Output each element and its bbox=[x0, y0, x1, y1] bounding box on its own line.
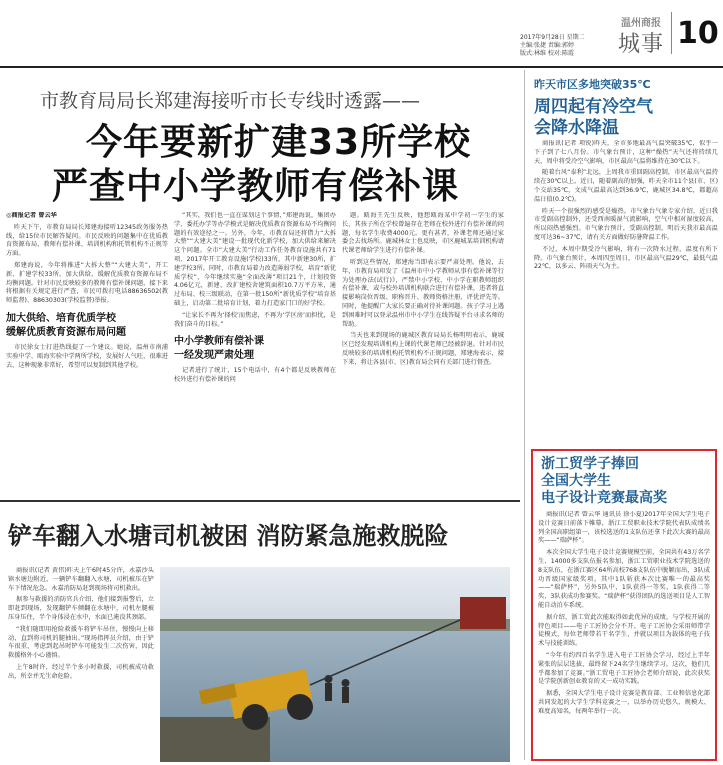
award-highlight-box bbox=[531, 449, 717, 761]
award-paragraph: 据介绍，浙工贸此次能取得如此优异的成绩，与学校开展的特色项目——电子工匠协会分不开。电子工匠协会采用师带学徒模式，每位老师带若干名学生，并就以项目为载体的电子技术与技能训练。 bbox=[538, 613, 710, 648]
lead-kicker: 市教育局局长郑建海接听市长专线时透露—— bbox=[40, 90, 421, 112]
award-column bbox=[538, 511, 710, 761]
rescue-photo bbox=[160, 567, 510, 762]
lead-paragraph: 昨天下午，市教育局局长郑建海接听12345政务服务热线，给15位市民解答疑问。市民反映的问题集中在优质教育资源布局、教师有偿补课、培训机构和托管机构不正规等方面。 bbox=[6, 223, 168, 258]
lead-paragraph: 题。瓯海王先生反映，他想瓯海某中学初一学生的家长，其孩子所在学校曾遍存在老师在校外进行有偿补课的问题，每名学生收费4000元。更有甚者，补课老师还通过家委会去找场所。鹿城林女士也反映，市区鹿城某培训机构请代课老师给学生进行有偿补课。 bbox=[342, 212, 504, 255]
rescue-headline: 铲车翻入水塘司机被困 消防紧急施救脱险 bbox=[8, 522, 449, 550]
rescue-paragraph: 据参与救援的消防官兵介绍，他们接到报警后，立即赶到现场，发现翻铲车倾翻在水塘中，司机左腿被压身压住，半个身体浸在水中，水面已淹没其颈部。 bbox=[8, 596, 154, 621]
award-paragraph: 商报讯(记者 曾云华 通讯员 徐小夏)2017年全国大学生电子设计竞赛日前落下帷幕，浙江工贸职业技术学院代表队成绩名列全国高职组第一，该校选送的1支队伍还拿下此次大赛的最高奖——“瑞萨杯”。 bbox=[538, 511, 710, 545]
crane-truck bbox=[460, 597, 506, 629]
lead-paragraph: “让家长不再为‘择校’而焦虑，不再为‘学区房’而担忧，是我们奋斗的目标。” bbox=[174, 311, 336, 328]
lead-paragraph: 当天也来到现场的鹿城区教育局局长杨明明表示，鹿城区已经发现培训机构上课的代课老师已经被辞退。针对市民反映较多的培训机构托管机构不正规问题，郑建海表示，接下来，将让各县(市、区)教育局会同有关部门进行督查。 bbox=[342, 332, 504, 366]
weather-paragraph: 不过，本周中期受冷气影响，将有一次降水过程，温度有所下降。市气象台预计，本周四至周日，市区最高气温29℃，最低气温22℃，以多云、阵雨天气为主。 bbox=[534, 245, 718, 271]
lead-paragraph: 记者进行了统计，15个电话中，有4个都是反映教师在校外进行有偿补课的问 bbox=[174, 367, 336, 384]
lead-subhead-1a: 加大供给、培育优质学校 bbox=[6, 312, 116, 324]
weather-kicker: 昨天市区多地突破35℃ bbox=[534, 78, 651, 91]
column-divider bbox=[524, 70, 525, 760]
rescue-paragraph: 商报讯(记者 黄伟)昨天上午6时45分许，永嘉沙头镇水塘边附近，一辆铲车翻翻入水塘，司机被压在铲车下情况危急。永嘉消防局赶到现场将司机救出。 bbox=[8, 567, 154, 592]
paper-name: 温州商报 bbox=[621, 18, 661, 29]
lead-subhead-2b: 一经发现严肃处理 bbox=[174, 350, 254, 362]
section-name: 城事 bbox=[618, 32, 665, 57]
date-line: 2017年9月28日 星期二 bbox=[520, 34, 585, 41]
rescue-column bbox=[8, 567, 154, 762]
award-headline-1: 浙工贸学子捧回 bbox=[541, 456, 639, 472]
weather-paragraph: 随着台风“泰利”北远，上周我市重回副高控制，市区最高气温持续在30℃以上。近日，随着副高的加强，昨天全市11个县(市、区)个交站35℃，文成气温最高达到36.9℃，鹿城区34.8℃，都超高温日值(0.2℃)。 bbox=[534, 169, 718, 203]
masthead bbox=[515, 0, 723, 68]
weather-headline-2: 会降水降温 bbox=[534, 118, 619, 138]
lead-column-1 bbox=[6, 212, 168, 462]
lead-paragraph: 郑建海说，今年将推进“大拆大整”“大建大美”，开工新、扩建学校33所，加大供给，缓解优质教育资源布局不均衡问题。针对市民反映较多的教师有偿补课问题，接下来将根据有关规定进行严查，市民可拨打电话88636502(教师监督)、88630303(学校监督)举报。 bbox=[6, 261, 168, 305]
lead-subhead-1b: 缓解优质教育资源布局问题 bbox=[6, 326, 126, 338]
award-paragraph: “今年有约四百名学生进入电子工匠协会学习，经过上半年紧张的层层选拔，最终留下24名学生继续学习。这次，他们几乎都参加了竞赛。”浙工贸电子工匠协会老师介绍说，此次获奖是学院创新创业教育的又一成功实践。 bbox=[538, 651, 710, 686]
lead-paragraph: “其实，我们也一直在谋划这个事情，”郑建海说，集团办学、委托办学等办学模式是解决优质教育资源布局不均衡问题的有效途径之一。另外，今年，市教育局还将借力“大拆大整”“大建大美”建设一批现代化新学校，加大供给来解决这个问题。全市“大建大美”行动工作任务教育设施共有71项，2017年开工教育设施(学校)33所，其中新建30所，扩建学校3所。同时，市教育局着力改造薄弱学校，培育“新优质学校”，今年继续实施“全面改薄”项目21个，计划投资4.06亿元，新建、改扩建校舍建筑面积10.7万平方米，通过布局、校三级联动，在第一批150所“新优质学校”培育基础上，启动第二批培育计划，着力打造家门口的好学校。 bbox=[174, 212, 336, 307]
weather-headline-1: 周四起有冷空气 bbox=[534, 97, 653, 117]
lead-column-3 bbox=[342, 212, 504, 462]
award-paragraph: 据悉，全国大学生电子设计竞赛是教育部、工业和信息化部共同发起的大学生学科竞赛之一，以举办历史悠久、规模大、难度高知名，每两年举行一次。 bbox=[538, 690, 710, 715]
page-number: 10 bbox=[677, 16, 719, 51]
lead-headline-1: 今年要新扩建33所学校 bbox=[86, 122, 472, 163]
weather-paragraph: 昨天一个很强烈的感受是燥热。市气象台气象专家介绍，近日我市受副高控制外，还受西南暖湿气流影响，空气中相对湿度较高，所以闷热感强烈。市气象台预计，受副高控制，明后天我市最高温度可达36~37℃，请有关方面做好防暑降温工作。 bbox=[534, 207, 718, 241]
editor-line: 主编:张捷 责编:郭婷 bbox=[520, 42, 574, 49]
lead-column-2 bbox=[174, 212, 336, 462]
award-headline-3: 电子设计竞赛最高奖 bbox=[541, 490, 667, 506]
photo-sky bbox=[160, 567, 510, 627]
lead-byline: ◎商报记者 曾云华 bbox=[6, 212, 57, 219]
rescue-paragraph: 上午8时许，经过半个多小时救援，司机被成功救出，所幸并无生命危险。 bbox=[8, 663, 154, 680]
rescue-top-rule bbox=[0, 500, 520, 502]
lead-headline-2: 严查中小学教师有偿补课 bbox=[52, 166, 460, 207]
lead-subhead-2a: 中小学教师有偿补课 bbox=[174, 336, 264, 348]
award-headline-2: 全国大学生 bbox=[541, 473, 611, 489]
rescue-paragraph: “我们随即用抢险救援车将铲车吊住，慢慢向上移动，直到将司机的腿抽出。”现场指挥员介绍，由于铲车很重，考虑到起吊时铲车可能发生二次伤害，因此救援格外小心谨慎。 bbox=[8, 625, 154, 660]
lead-paragraph: 听到这些情况，郑建海当即表示要严肃处理。他说，去年，市教育局印发了《温州市中小学教师从事有偿补课等行为处理办法(试行)》，严禁中小学校、中小学在职教师组织有偿补课，或与校外培训机构联合进行有偿补课，违者将直接影响岗位晋级、职称晋升、教师资格注册、评优评先等。同时，他提醒广大家长要正确对待补课问题。孩子学习上遇到困难时可以登录温州市中小学生在线答疑平台寻求名师的帮助。 bbox=[342, 258, 504, 328]
masthead-rule bbox=[0, 66, 723, 68]
weather-column bbox=[534, 140, 718, 440]
design-line: 版式:林维 校对:陈霞 bbox=[520, 50, 574, 57]
masthead-divider bbox=[671, 12, 672, 54]
weather-paragraph: 商报讯(记者 项锐)昨天，全市多地最高气温突破35℃，似乎一下子到了七八月份。市气象台预计，这种“燥热”天气还将持续几天，周中将受冷空气影响，市区最高气温将维持在30℃以下。 bbox=[534, 140, 718, 165]
lead-paragraph: 市民徐女士打进热线提了一个建议。她说，温州市南浦实验中学、瓯海实验中学两所学校，发展好人气旺，很难进去，这种现象非常好，希望可以复制到其他学校。 bbox=[6, 343, 168, 369]
award-paragraph: 本次全国大学生电子设计竞赛规模空前，全国共有43万名学生、14000多支队伍报名参加，浙江工贸职业技术学院选送的8支队伍，在浙江赛区64所高校768支队伍中脱颖而出，3队成功晋级国家级奖项。其中1队斩获本次比赛唯一的最高奖——“瑞萨杯”，另外5队中，1队获得一等奖，1队获得二等奖，3队获成功参赛奖。“瑞萨杯”获得团队的选送项目是人工智能自动泊车系统。 bbox=[538, 549, 710, 609]
